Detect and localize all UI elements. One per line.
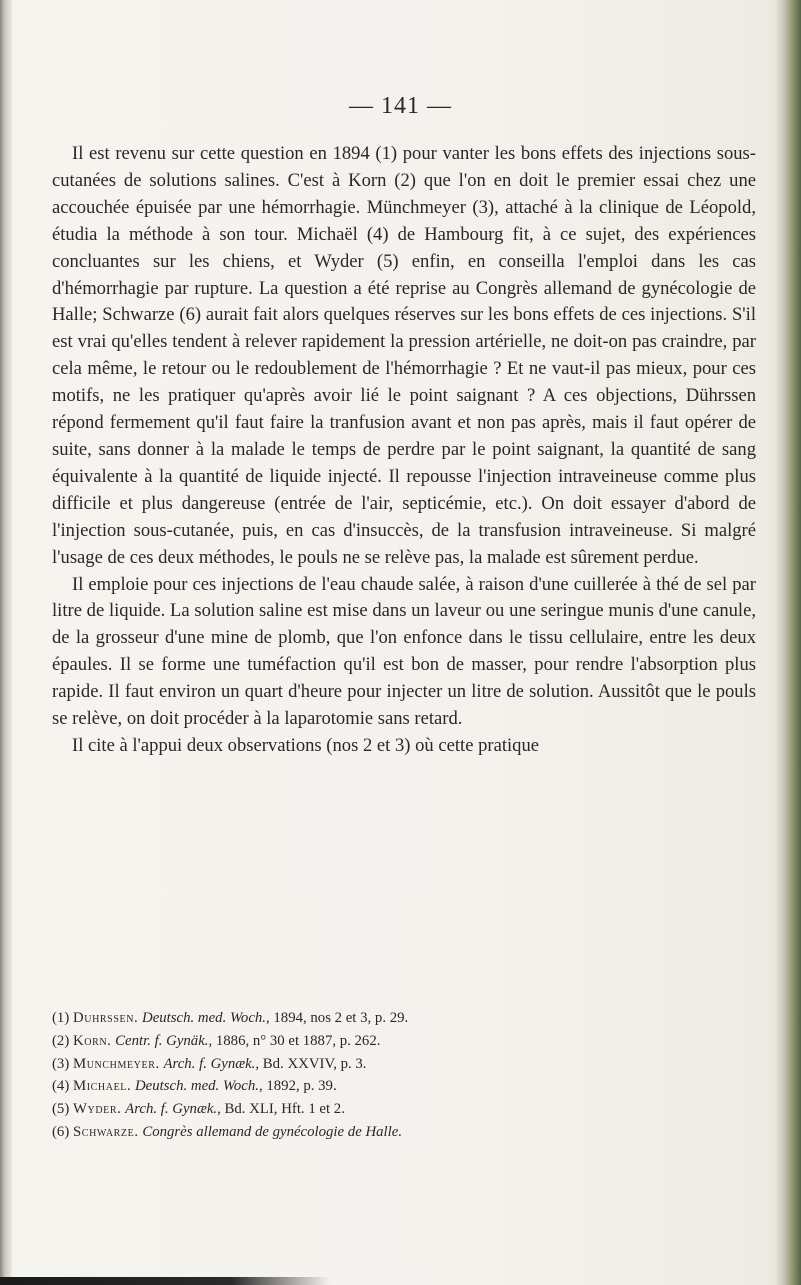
footnote-journal: Centr. f. Gynäk.: [115, 1032, 209, 1049]
footnote-2: [52, 1030, 756, 1053]
footnote-4: [52, 1075, 756, 1098]
footnote-author: Duhrssen.: [72, 1010, 139, 1026]
footnote-number: (5): [52, 1101, 70, 1118]
page-edge-discoloration: [775, 0, 801, 1285]
footnote-number: (3): [52, 1055, 70, 1072]
footnote-number: (1): [52, 1010, 70, 1026]
footnotes: [52, 1007, 756, 1144]
footnote-3: [52, 1053, 756, 1076]
footnote-detail: , 1894, nos 2 et 3, p. 29.: [266, 1010, 409, 1026]
footnote-detail: , Bd. XLI, Hft. 1 et 2.: [217, 1101, 345, 1118]
footnote-detail: , 1892, p. 39.: [258, 1078, 337, 1095]
scan-border: [0, 1277, 330, 1285]
paragraph-1: Il est revenu sur cette question en 1894 (1) pour vanter les bons effets des injections sous-cutanées de solutions salines. C'est à Korn (2) que l'on en doit le premier essai chez une accouchée épuisée par une hémorrhagie. Münchmeyer (3), attaché à la clinique de Léopold, étudia la méthode à son tour. Michaël (4) de Hambourg fit, à ce sujet, des expériences concluantes sur les chiens, et Wyder (5) enfin, en conseilla l'emploi dans les cas d'hémorrhagie par rupture. La question a été reprise au Congrès allemand de gynécologie de Halle; Schwarze (6) aurait fait alors quelques réserves sur les bons effets de ces injections. S'il est vrai qu'elles tendent à relever rapidement la pression artérielle, ne doit-on pas craindre, par cela même, le retour ou le redoublement de l'hémorrhagie ? Et ne vaut-il pas mieux, pour ces motifs, ne les pratiquer qu'après avoir lié le point saignant ? A ces objections, Dührssen répond fermement qu'il faut faire la tranfusion avant et non pas après, mais il faut opérer de suite, sans donner à la malade le temps de perdre par le point saignant, la quantité de sang équivalente à la quantité de liquide injecté. Il repousse l'injection intraveineuse comme plus difficile et plus dangereuse (entrée de l'air, septicémie, etc.). On doit essayer d'abord de l'injection sous-cutanée, puis, en cas d'insuccès, de la transfusion intraveineuse. Si malgré l'usage de ces deux méthodes, le pouls ne se relève pas, la malade est sûrement perdue.: [52, 143, 756, 568]
footnote-1: [52, 1007, 756, 1030]
footnote-journal: Arch. f. Gynæk.: [163, 1055, 256, 1072]
footnote-number: (6): [52, 1123, 70, 1140]
footnote-6: [52, 1121, 756, 1144]
footnote-author: Munchmeyer.: [72, 1055, 160, 1072]
paragraph-2: Il emploie pour ces injections de l'eau chaude salée, à raison d'une cuillerée à thé de sel par litre de liquide. La solution saline est mise dans un laveur ou une seringue munis d'une canule, de la grosseur d'une mine de plomb, que l'on enfonce dans le tissu cellulaire, entre les deux épaules. Il se forme une tuméfaction qu'il est bon de masser, pour rendre l'absorption plus rapide. Il faut environ un quart d'heure pour injecter un litre de solution. Aussitôt que le pouls se relève, on doit procéder à la laparotomie sans retard.: [52, 573, 756, 730]
main-text: [52, 141, 756, 760]
page-number: — 141 —: [349, 93, 452, 119]
footnote-journal: Arch. f. Gynæk.: [125, 1101, 218, 1118]
footnote-journal: Deutsch. med. Woch.: [142, 1010, 266, 1026]
footnote-author: Wyder.: [72, 1101, 122, 1118]
footnote-journal: Congrès allemand de gynécologie de Halle.: [142, 1123, 403, 1140]
footnote-5: [52, 1098, 756, 1121]
footnote-author: Schwarze.: [72, 1123, 139, 1140]
paragraph-3: Il cite à l'appui deux observations (nos 2 et 3) où cette pratique: [72, 734, 540, 756]
footnote-detail: , Bd. XXVIV, p. 3.: [255, 1055, 367, 1072]
footnote-author: Michael.: [72, 1078, 132, 1095]
footnote-detail: , 1886, n° 30 et 1887, p. 262.: [208, 1032, 381, 1049]
page-gutter-shadow: [0, 0, 12, 1285]
footnote-number: (2): [52, 1032, 70, 1049]
footnote-journal: Deutsch. med. Woch.: [135, 1078, 259, 1095]
footnote-author: Korn.: [72, 1032, 112, 1049]
footnote-number: (4): [52, 1078, 70, 1095]
